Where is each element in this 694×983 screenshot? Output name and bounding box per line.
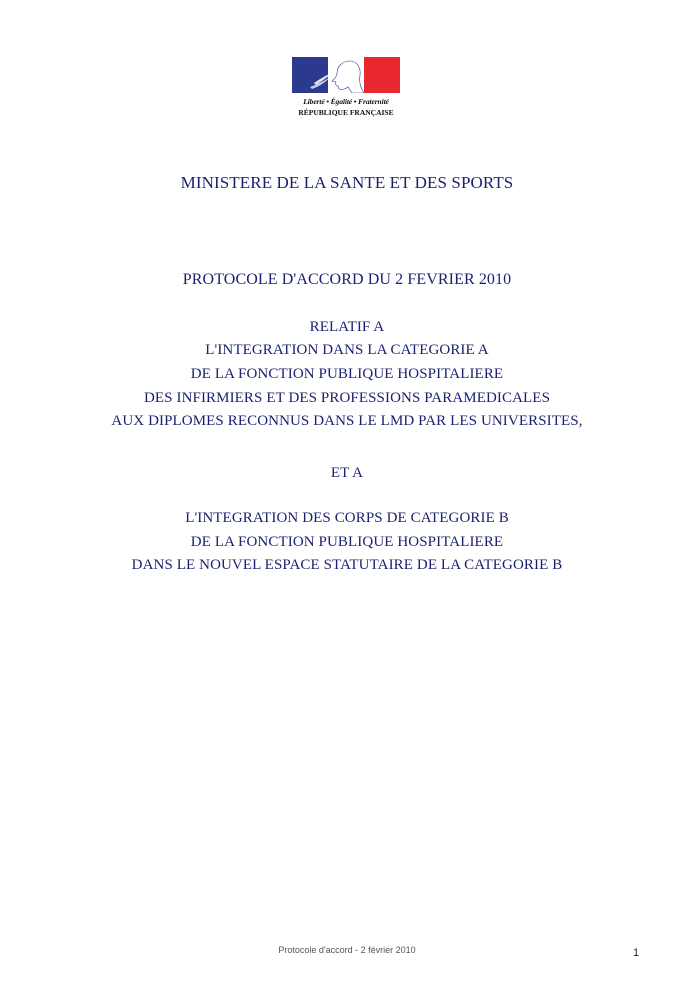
second-subject-line: L'INTEGRATION DES CORPS DE CATEGORIE B	[185, 510, 509, 526]
second-subject-line: DANS LE NOUVEL ESPACE STATUTAIRE DE LA CATEGORIE B	[131, 557, 563, 573]
subject-line: AUX DIPLOMES RECONNUS DANS LE LMD PAR LES UNIVERSITES,	[111, 413, 583, 429]
republic-name: RÉPUBLIQUE FRANÇAISE	[298, 108, 394, 117]
conjunction: ET A	[330, 465, 364, 481]
subject-line: L'INTEGRATION DANS LA CATEGORIE A	[205, 342, 489, 358]
ministry-title: MINISTERE DE LA SANTE ET DES SPORTS	[180, 173, 514, 192]
protocol-title: PROTOCOLE D'ACCORD DU 2 FEVRIER 2010	[182, 271, 512, 288]
subject-line: DES INFIRMIERS ET DES PROFESSIONS PARAMEDICALES	[143, 390, 551, 406]
marianne-profile-icon	[292, 57, 400, 93]
page-number: 1	[633, 947, 640, 959]
tricolor-flag	[292, 57, 400, 93]
republique-francaise-logo	[292, 57, 400, 121]
footer-text: Protocole d'accord - 2 février 2010	[278, 945, 416, 955]
subject-line: DE LA FONCTION PUBLIQUE HOSPITALIERE	[190, 366, 504, 382]
motto: Liberté • Égalité • Fraternité	[303, 97, 389, 106]
subject-line: RELATIF A	[309, 319, 385, 335]
second-subject-line: DE LA FONCTION PUBLIQUE HOSPITALIERE	[190, 534, 504, 550]
